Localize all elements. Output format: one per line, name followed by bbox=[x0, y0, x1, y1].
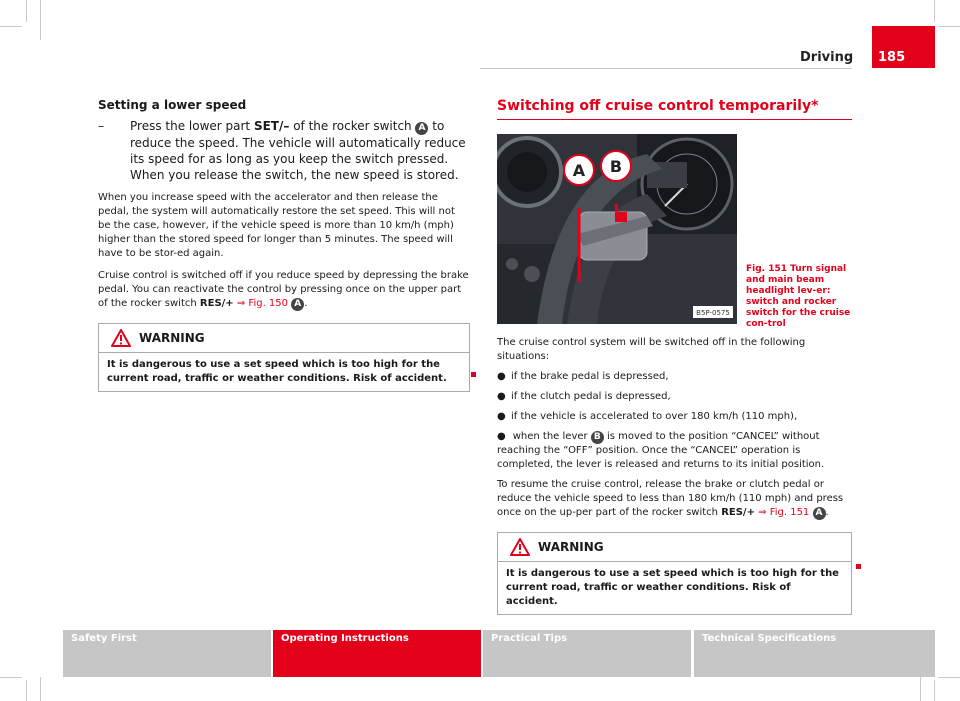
paragraph-situations: The cruise control system will be switched off in the following situations: bbox=[497, 337, 806, 362]
step-text: of the rocker switch bbox=[289, 119, 416, 133]
crop-mark bbox=[0, 677, 22, 678]
list-item-text: when the lever bbox=[512, 431, 591, 442]
bullet-dot: ● bbox=[497, 391, 506, 402]
list-item-text: if the brake pedal is depressed, bbox=[511, 371, 669, 382]
key-res-plus: RES/+ bbox=[199, 298, 234, 309]
crop-mark bbox=[0, 26, 22, 27]
figure-code: B5P-0575 bbox=[696, 309, 730, 317]
crop-mark bbox=[934, 0, 935, 22]
footer-tab-label: Technical Specifications bbox=[702, 633, 837, 644]
marker-a: A bbox=[813, 507, 826, 520]
list-item bbox=[497, 430, 852, 472]
page-number: 185 bbox=[878, 50, 906, 65]
paragraph-restore-speed: When you increase speed with the accelerator and then release the pedal, the system will automatically restore the set speed. This will not be the case, however, if the vehicle speed is more than 10 km/h (mph) higher than the stored speed for longer than 5 minutes. The speed will have to be stor-ed again. bbox=[98, 192, 455, 259]
key-res-plus: RES/+ bbox=[721, 507, 755, 518]
warning-box bbox=[497, 532, 852, 615]
warning-header bbox=[498, 533, 851, 562]
warning-box bbox=[98, 323, 470, 392]
section-end-mark bbox=[856, 564, 861, 569]
crop-mark bbox=[934, 680, 935, 701]
steering-wheel-photo bbox=[497, 134, 737, 324]
warning-text: It is dangerous to use a set speed which is too high for the current road, traffic or weather conditions. Risk of accident. bbox=[107, 359, 447, 384]
crop-mark bbox=[26, 680, 27, 701]
crop-mark bbox=[40, 677, 41, 701]
warning-triangle-icon bbox=[111, 329, 131, 347]
marker-a: A bbox=[415, 122, 428, 135]
paragraph-text: To resume the cruise control, release the brake or clutch pedal or reduce the vehicle speed to less than 180 km/h (110 mph) and press once on the up-per part of the rocker switch bbox=[497, 479, 844, 518]
paragraph-text: . bbox=[304, 298, 308, 309]
key-set-minus: SET/– bbox=[253, 119, 290, 133]
reference-arrow: ⇒ bbox=[233, 298, 249, 309]
bullet-dot: ● bbox=[497, 411, 506, 422]
list-item-text: is moved to the position “CANCEL” without reaching the “OFF” position. Once the “CANCEL” operation is completed, the lever is released and returns to its initial position. bbox=[497, 431, 825, 470]
crop-mark bbox=[920, 677, 921, 701]
warning-title: WARNING bbox=[538, 540, 604, 554]
warning-title: WARNING bbox=[139, 331, 205, 345]
running-header-title: Driving bbox=[800, 50, 854, 65]
marker-a: A bbox=[291, 298, 304, 311]
step-dash: – bbox=[98, 119, 104, 133]
section-end-mark bbox=[471, 372, 476, 377]
footer-tab-label: Safety First bbox=[71, 633, 137, 644]
list-item bbox=[497, 410, 852, 424]
footer-tab-label: Operating Instructions bbox=[281, 633, 409, 644]
paragraph-switch-off bbox=[98, 269, 470, 311]
steering-wheel-illustration bbox=[497, 134, 737, 324]
footer-tab-safety-first[interactable] bbox=[63, 630, 271, 677]
reference-arrow: ⇒ bbox=[754, 507, 770, 518]
figure-link[interactable]: Fig. 151 bbox=[769, 507, 810, 518]
list-item-text: if the vehicle is accelerated to over 180 km/h (110 mph), bbox=[511, 411, 798, 422]
subheading-lower-speed: Setting a lower speed bbox=[98, 98, 247, 112]
left-column bbox=[98, 98, 470, 392]
header-rule bbox=[480, 68, 852, 69]
warning-text: It is dangerous to use a set speed which is too high for the current road, traffic or weather conditions. Risk of accident. bbox=[506, 568, 839, 607]
figure-link[interactable]: Fig. 150 bbox=[248, 298, 289, 309]
list-item-text: if the clutch pedal is depressed, bbox=[511, 391, 671, 402]
crop-mark bbox=[26, 0, 27, 22]
crop-mark bbox=[40, 0, 41, 40]
footer-tab-operating-instructions[interactable] bbox=[273, 630, 481, 677]
section-title: Switching off cruise control temporarily* bbox=[497, 98, 819, 114]
crop-mark bbox=[938, 26, 960, 27]
list-item bbox=[497, 390, 852, 404]
footer-tab-label: Practical Tips bbox=[491, 633, 568, 644]
paragraph-resume bbox=[497, 478, 852, 520]
figure-caption: Fig. 151 Turn signal and main beam headlight lev-er: switch and rocker switch for the cruise con-trol bbox=[746, 264, 851, 329]
marker-b: B bbox=[591, 431, 604, 444]
warning-triangle-icon bbox=[510, 538, 530, 556]
step-text: Press the lower part bbox=[130, 119, 254, 133]
step-text: to reduce the speed. The vehicle will automatically reduce its speed for as long as you keep the switch pressed. When you release the switch, the new speed is stored. bbox=[130, 119, 466, 182]
list-item bbox=[497, 370, 852, 384]
paragraph-text: . bbox=[825, 507, 829, 518]
figure-label-b: B bbox=[609, 157, 623, 176]
figure-label-a: A bbox=[572, 161, 586, 180]
crop-mark bbox=[938, 677, 960, 678]
bullet-dot: ● bbox=[497, 431, 506, 442]
bullet-dot: ● bbox=[497, 371, 506, 382]
instruction-step bbox=[98, 118, 470, 183]
figure-151 bbox=[497, 134, 852, 329]
warning-header bbox=[99, 324, 469, 353]
footer-tab-technical-specifications[interactable] bbox=[694, 630, 935, 677]
section-rule bbox=[497, 119, 852, 120]
right-column bbox=[497, 98, 852, 615]
footer-tab-practical-tips[interactable] bbox=[483, 630, 691, 677]
paragraph-text: Cruise control is switched off if you reduce speed by depressing the brake pedal. You can reactivate the control by pressing once on the upper part of the rocker switch bbox=[98, 270, 469, 309]
